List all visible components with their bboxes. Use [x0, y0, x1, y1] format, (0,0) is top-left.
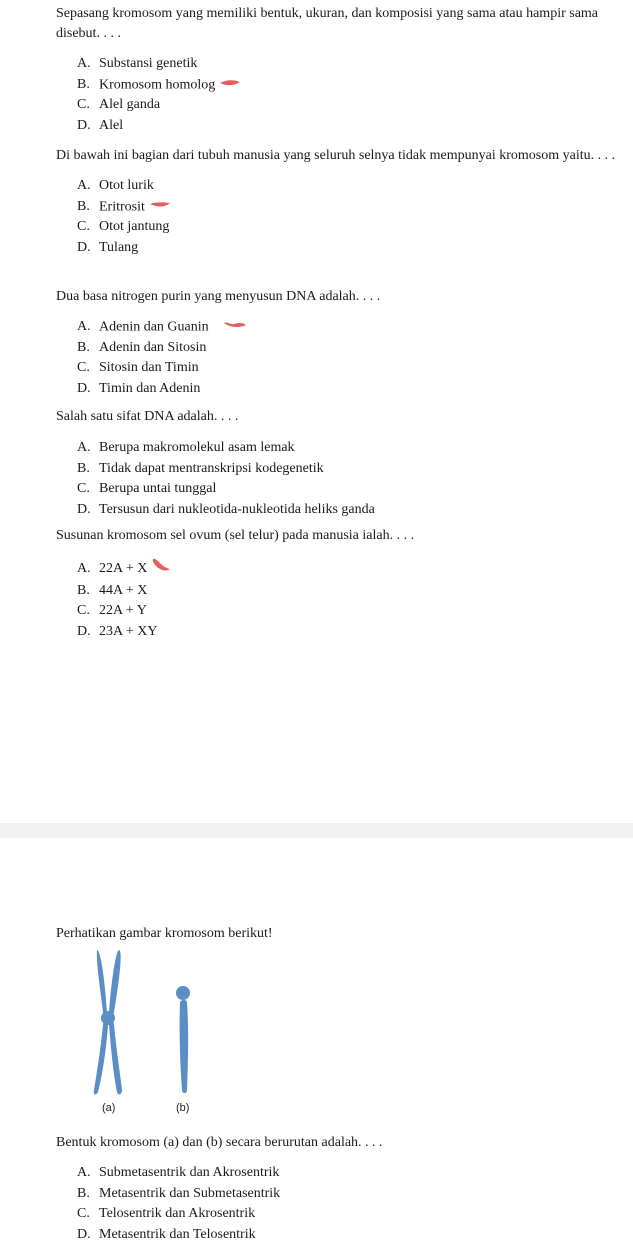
option-b[interactable]: [77, 75, 616, 96]
option-text: Tidak dapat mentranskripsi kodegenetik: [99, 461, 324, 476]
option-b[interactable]: [77, 197, 616, 218]
option-letter: C.: [77, 358, 99, 379]
chromosome-illustration: [56, 942, 276, 1102]
question-6: [56, 924, 616, 944]
option-letter: C.: [77, 601, 99, 622]
question-1: [56, 4, 616, 136]
option-c[interactable]: [77, 601, 616, 622]
option-a[interactable]: [77, 317, 616, 338]
figure-label-a: (a): [102, 1102, 115, 1114]
option-letter: C.: [77, 217, 99, 238]
options-list: [56, 1163, 616, 1245]
question-5: [56, 526, 616, 642]
option-letter: C.: [77, 95, 99, 116]
question-text: Bentuk kromosom (a) dan (b) secara berurutan adalah. . . .: [56, 1133, 616, 1153]
option-text: Telosentrik dan Akrosentrik: [99, 1206, 255, 1221]
option-letter: B.: [77, 338, 99, 359]
option-a[interactable]: [77, 54, 616, 75]
answer-mark-icon: [151, 557, 171, 581]
option-text: Berupa untai tunggal: [99, 481, 216, 496]
option-d[interactable]: [77, 116, 616, 137]
option-d[interactable]: [77, 622, 616, 643]
option-text: Berupa makromolekul asam lemak: [99, 440, 295, 455]
option-text: Otot lurik: [99, 178, 154, 193]
option-text: Metasentrik dan Submetasentrik: [99, 1186, 280, 1201]
option-letter: C.: [77, 479, 99, 500]
page-divider: [0, 823, 633, 838]
chromosome-a-icon: [94, 950, 122, 1094]
question-6-prompt: [56, 1133, 616, 1245]
option-letter: A.: [77, 559, 99, 580]
option-text: Substansi genetik: [99, 56, 197, 71]
option-b[interactable]: [77, 581, 616, 602]
question-4: [56, 407, 616, 520]
option-text: Alel: [99, 118, 123, 133]
option-text: Adenin dan Guanin: [99, 319, 209, 334]
option-d[interactable]: [77, 379, 616, 400]
options-list: [56, 176, 616, 258]
option-d[interactable]: [77, 500, 616, 521]
answer-mark-icon: [219, 75, 241, 96]
option-text: Tersusun dari nukleotida-nukleotida heliks ganda: [99, 502, 375, 517]
options-list: [56, 317, 616, 399]
option-text: Kromosom homolog: [99, 77, 215, 92]
option-c[interactable]: [77, 1204, 616, 1225]
option-text: 22A + X: [99, 561, 147, 576]
options-list: [56, 438, 616, 520]
option-text: Metasentrik dan Telosentrik: [99, 1227, 256, 1242]
option-letter: D.: [77, 500, 99, 521]
option-letter: D.: [77, 238, 99, 259]
option-letter: A.: [77, 317, 99, 338]
option-text: Alel ganda: [99, 97, 160, 112]
option-letter: B.: [77, 581, 99, 602]
option-letter: D.: [77, 116, 99, 137]
option-text: Sitosin dan Timin: [99, 360, 199, 375]
option-letter: B.: [77, 459, 99, 480]
question-2: [56, 146, 616, 258]
option-letter: D.: [77, 379, 99, 400]
question-3: [56, 287, 616, 399]
option-letter: C.: [77, 1204, 99, 1225]
option-text: Otot jantung: [99, 219, 169, 234]
answer-mark-icon: [149, 197, 171, 218]
option-text: Eritrosit: [99, 199, 145, 214]
figure-label-b: (b): [176, 1102, 189, 1114]
option-text: 23A + XY: [99, 624, 157, 639]
option-a[interactable]: [77, 176, 616, 197]
question-text: Perhatikan gambar kromosom berikut!: [56, 924, 616, 944]
question-text: Salah satu sifat DNA adalah. . . .: [56, 407, 616, 427]
question-text: Di bawah ini bagian dari tubuh manusia yang seluruh selnya tidak mempunyai kromosom yaitu. . . .: [56, 146, 616, 166]
option-letter: B.: [77, 75, 99, 96]
options-list: [56, 557, 616, 642]
chromosome-b-icon: [176, 986, 190, 1093]
option-c[interactable]: [77, 217, 616, 238]
option-a[interactable]: [77, 438, 616, 459]
option-text: 44A + X: [99, 583, 147, 598]
option-a[interactable]: [77, 1163, 616, 1184]
question-text: Dua basa nitrogen purin yang menyusun DNA adalah. . . .: [56, 287, 616, 307]
option-letter: D.: [77, 622, 99, 643]
question-text: Sepasang kromosom yang memiliki bentuk, ukuran, dan komposisi yang sama atau hampir sama disebut. . . .: [56, 4, 616, 44]
option-letter: A.: [77, 1163, 99, 1184]
option-letter: A.: [77, 54, 99, 75]
option-text: Submetasentrik dan Akrosentrik: [99, 1165, 279, 1180]
option-c[interactable]: [77, 479, 616, 500]
option-letter: A.: [77, 438, 99, 459]
option-c[interactable]: [77, 95, 616, 116]
option-b[interactable]: [77, 459, 616, 480]
option-b[interactable]: [77, 1184, 616, 1205]
question-text: Susunan kromosom sel ovum (sel telur) pada manusia ialah. . . .: [56, 526, 616, 546]
answer-mark-icon: [223, 317, 247, 338]
option-letter: D.: [77, 1225, 99, 1245]
option-b[interactable]: [77, 338, 616, 359]
option-text: 22A + Y: [99, 603, 147, 618]
options-list: [56, 54, 616, 136]
option-text: Adenin dan Sitosin: [99, 340, 206, 355]
option-a[interactable]: [77, 557, 616, 581]
option-letter: A.: [77, 176, 99, 197]
option-c[interactable]: [77, 358, 616, 379]
option-d[interactable]: [77, 238, 616, 259]
chromosome-figure: [56, 942, 276, 1122]
option-text: Tulang: [99, 240, 138, 255]
option-text: Timin dan Adenin: [99, 381, 200, 396]
option-letter: B.: [77, 1184, 99, 1205]
option-letter: B.: [77, 197, 99, 218]
